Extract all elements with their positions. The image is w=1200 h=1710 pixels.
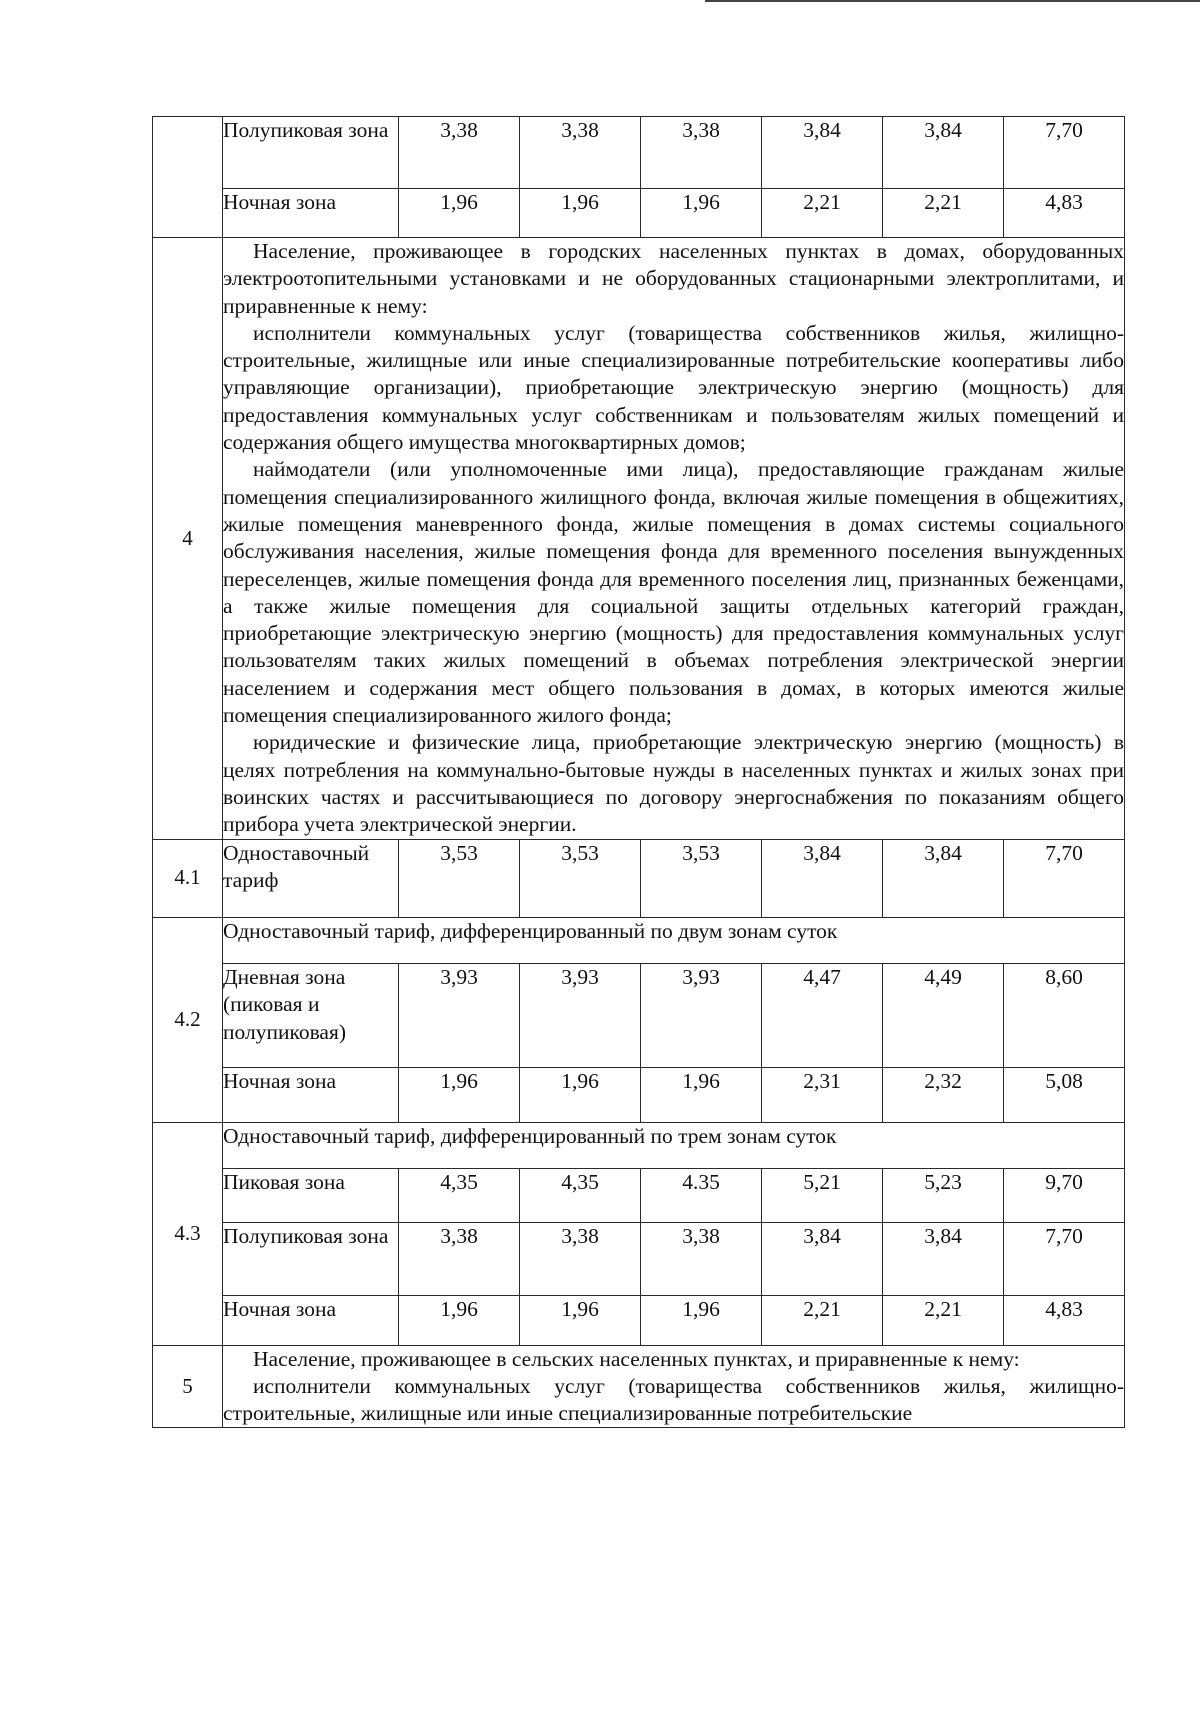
tariff-value: 2,21 bbox=[762, 189, 883, 238]
tariff-value: 3,38 bbox=[520, 1222, 641, 1295]
tariff-value: 1,96 bbox=[520, 189, 641, 238]
tariff-value: 3,84 bbox=[762, 839, 883, 917]
tariff-value: 4.35 bbox=[641, 1168, 762, 1222]
row-number: 4.3 bbox=[153, 1122, 223, 1345]
zone-label: Полупиковая зона bbox=[223, 117, 399, 189]
tariff-value: 7,70 bbox=[1004, 839, 1125, 917]
tariff-value: 1,96 bbox=[399, 1295, 520, 1345]
tariff-value: 2,21 bbox=[762, 1295, 883, 1345]
row-number: 4.2 bbox=[153, 917, 223, 1122]
tariff-value: 3,38 bbox=[641, 117, 762, 189]
table-row bbox=[153, 1067, 1125, 1122]
zone-label: Пиковая зона bbox=[223, 1168, 399, 1222]
section-heading: Одноставочный тариф, дифференцированный по трем зонам суток bbox=[223, 1122, 1125, 1168]
tariff-value: 1,96 bbox=[399, 189, 520, 238]
row-number: 5 bbox=[153, 1345, 223, 1428]
tariff-value: 2,21 bbox=[883, 1295, 1004, 1345]
tariff-value: 1,96 bbox=[641, 1295, 762, 1345]
tariff-value: 1,96 bbox=[520, 1067, 641, 1122]
tariff-value: 3,93 bbox=[399, 963, 520, 1067]
tariff-value: 7,70 bbox=[1004, 1222, 1125, 1295]
tariff-value: 2,21 bbox=[883, 189, 1004, 238]
section-5-row bbox=[153, 1345, 1125, 1428]
zone-label: Ночная зона bbox=[223, 189, 399, 238]
tariff-value: 3,84 bbox=[883, 839, 1004, 917]
section-heading: Одноставочный тариф, дифференцированный по двум зонам суток bbox=[223, 917, 1125, 963]
tariff-value: 9,70 bbox=[1004, 1168, 1125, 1222]
tariff-value: 3,53 bbox=[520, 839, 641, 917]
table-row bbox=[153, 1168, 1125, 1222]
tariff-value: 4,35 bbox=[399, 1168, 520, 1222]
tariff-value: 3,53 bbox=[641, 839, 762, 917]
row-number: 4.1 bbox=[153, 839, 223, 917]
zone-label: Ночная зона bbox=[223, 1067, 399, 1122]
tariff-label: Одноставочный тариф bbox=[223, 839, 399, 917]
tariff-value: 3,84 bbox=[883, 117, 1004, 189]
section-5-description bbox=[223, 1345, 1125, 1428]
description-paragraph: наймодатели (или уполномоченные ими лица), предоставляющие гражданам жилые помещения специализированного жилищного фонда, включая жилые помещения в общежитиях, жилые помещения маневренного фонда, жилые помещения в домах системы социального обслуживания населения, жилые помещения фонда для временного поселения вынужденных переселенцев, жилые помещения фонда для временного поселения лиц, признанных беженцами, а также жилые помещения для социальной защиты отдельных категорий граждан, приобретающие электрическую энергию (мощность) для предоставления коммунальных услуг пользователям таких жилых помещений в объемах потребления электрической энергии населением и содержания мест общего пользования в домах, в которых имеются жилые помещения специализированного жилого фонда; bbox=[223, 457, 1124, 728]
zone-label: Полупиковая зона bbox=[223, 1222, 399, 1295]
description-paragraph: Население, проживающее в сельских населенных пунктах, и приравненные к нему: bbox=[253, 1346, 1020, 1371]
section-4-row bbox=[153, 238, 1125, 840]
tariff-value: 3,38 bbox=[641, 1222, 762, 1295]
tariff-value: 3,38 bbox=[399, 117, 520, 189]
table-row bbox=[153, 189, 1125, 238]
zone-label: Ночная зона bbox=[223, 1295, 399, 1345]
table-row bbox=[153, 963, 1125, 1067]
section-4-3-heading-row bbox=[153, 1122, 1125, 1168]
tariff-value: 1,96 bbox=[399, 1067, 520, 1122]
description-paragraph: исполнители коммунальных услуг (товарищества собственников жилья, жилищно-строительные, жилищные или иные специализированные потребительские кооперативы либо управляющие организации), приобретающие электрическую энергию (мощность) для предоставления коммунальных услуг собственникам и пользователям жилых помещений и содержания общего имущества многоквартирных домов; bbox=[223, 320, 1124, 455]
description-paragraph: Население, проживающее в городских населенных пунктах в домах, оборудованных электроотопительными установками и не оборудованных стационарными электроплитами, и приравненные к нему: bbox=[223, 239, 1124, 318]
tariff-value: 4,83 bbox=[1004, 1295, 1125, 1345]
tariff-value: 3,84 bbox=[883, 1222, 1004, 1295]
tariff-value: 2,31 bbox=[762, 1067, 883, 1122]
tariff-value: 8,60 bbox=[1004, 963, 1125, 1067]
section-4-2-heading-row bbox=[153, 917, 1125, 963]
section-4-description bbox=[223, 238, 1125, 840]
tariff-value: 3,38 bbox=[520, 117, 641, 189]
tariff-table bbox=[152, 116, 1125, 1428]
tariff-value: 5,23 bbox=[883, 1168, 1004, 1222]
row-number: 4 bbox=[153, 238, 223, 840]
description-paragraph: исполнители коммунальных услуг (товарищества собственников жилья, жилищно-строительные, жилищные или иные специализированные потребительские bbox=[223, 1373, 1124, 1426]
top-rule bbox=[705, 0, 1200, 2]
table-row bbox=[153, 1222, 1125, 1295]
tariff-value: 1,96 bbox=[641, 1067, 762, 1122]
tariff-value: 4,49 bbox=[883, 963, 1004, 1067]
tariff-value: 4,35 bbox=[520, 1168, 641, 1222]
tariff-value: 3,53 bbox=[399, 839, 520, 917]
tariff-value: 3,38 bbox=[399, 1222, 520, 1295]
tariff-value: 2,32 bbox=[883, 1067, 1004, 1122]
tariff-value: 1,96 bbox=[641, 189, 762, 238]
table-row bbox=[153, 117, 1125, 189]
tariff-value: 5,21 bbox=[762, 1168, 883, 1222]
row-number-cell bbox=[153, 117, 223, 238]
description-paragraph: юридические и физические лица, приобретающие электрическую энергию (мощность) в целях потребления на коммунально-бытовые нужды в населенных пунктах и жилых зонах при воинских частях и рассчитывающиеся по договору энергоснабжения по показаниям общего прибора учета электрической энергии. bbox=[223, 730, 1124, 837]
tariff-value: 4,83 bbox=[1004, 189, 1125, 238]
zone-label: Дневная зона (пиковая и полупиковая) bbox=[223, 963, 399, 1067]
tariff-value: 3,93 bbox=[520, 963, 641, 1067]
tariff-value: 3,84 bbox=[762, 117, 883, 189]
tariff-value: 1,96 bbox=[520, 1295, 641, 1345]
tariff-value: 4,47 bbox=[762, 963, 883, 1067]
tariff-value: 5,08 bbox=[1004, 1067, 1125, 1122]
section-4-1-row bbox=[153, 839, 1125, 917]
table-row bbox=[153, 1295, 1125, 1345]
tariff-value: 3,93 bbox=[641, 963, 762, 1067]
tariff-value: 7,70 bbox=[1004, 117, 1125, 189]
tariff-value: 3,84 bbox=[762, 1222, 883, 1295]
